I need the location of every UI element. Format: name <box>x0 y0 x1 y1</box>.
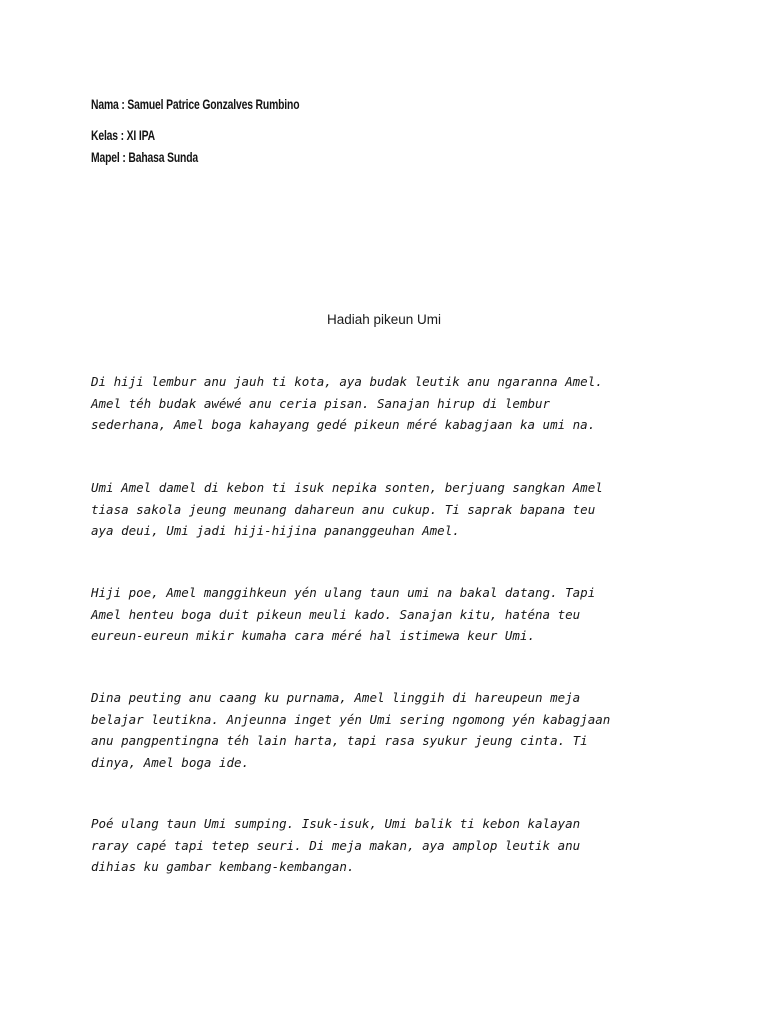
paragraph-line: Hiji poe, Amel manggihkeun yén ulang taun umi na bakal datang. Tapi <box>91 585 596 600</box>
subject: Mapel : Bahasa Sunda <box>91 149 198 165</box>
paragraph <box>91 687 691 773</box>
paragraph <box>91 477 691 542</box>
student-name: Nama : Samuel Patrice Gonzalves Rumbino <box>91 96 300 112</box>
paragraph-line: aya deui, Umi jadi hiji-hijina pananggeuhan Amel. <box>91 523 460 538</box>
paragraph-line: raray capé tapi tetep seuri. Di meja makan, aya amplop leutik anu <box>91 837 581 853</box>
paragraph-line: Di hiji lembur anu jauh ti kota, aya budak leutik anu ngaranna Amel. <box>91 374 603 389</box>
paragraph <box>91 582 691 647</box>
paragraph-line: dinya, Amel boga ide. <box>91 754 250 770</box>
paragraph-line: Poé ulang taun Umi sumping. Isuk-isuk, Umi balik ti kebon kalayan <box>91 816 581 831</box>
paragraph-line: Umi Amel damel di kebon ti isuk nepika sonten, berjuang sangkan Amel <box>91 480 603 495</box>
paragraph-line: Amel téh budak awéwé anu ceria pisan. Sanajan hirup di lembur <box>91 395 551 411</box>
paragraph-line: eureun-eureun mikir kumaha cara méré hal istimewa keur Umi. <box>91 628 536 643</box>
paragraph-line: Dina peuting anu caang ku purnama, Amel linggih di hareupeun meja <box>91 690 581 705</box>
paragraph-line: dihias ku gambar kembang-kembangan. <box>91 859 355 874</box>
paragraph-line: Amel henteu boga duit pikeun meuli kado. Sanajan kitu, haténa teu <box>91 606 581 622</box>
paragraph <box>91 371 691 436</box>
paragraph-line: belajar leutikna. Anjeunna inget yén Umi sering ngomong yén kabagjaan <box>91 711 611 727</box>
story-title: Hadiah pikeun Umi <box>326 312 442 327</box>
paragraph-line: tiasa sakola jeung meunang dahareun anu cukup. Ti saprak bapana teu <box>91 501 596 517</box>
paragraph-line: sederhana, Amel boga kahayang gedé pikeun méré kabagjaan ka umi na. <box>91 417 596 432</box>
paragraph <box>91 813 691 878</box>
student-class: Kelas : XI IPA <box>91 127 155 143</box>
paragraph-line: anu pangpentingna téh lain harta, tapi rasa syukur jeung cinta. Ti <box>91 733 588 748</box>
